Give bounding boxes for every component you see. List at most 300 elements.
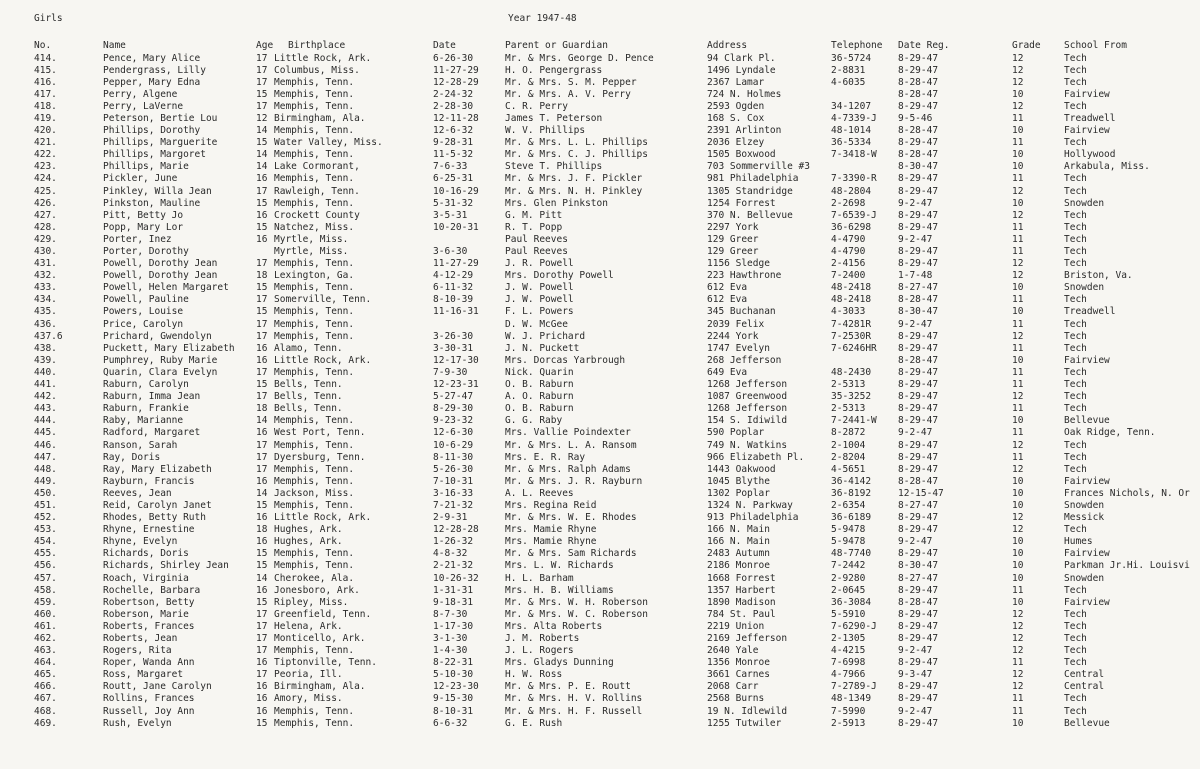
student-telephone: 48-2430 xyxy=(831,366,872,378)
student-date-registered: 8-29-47 xyxy=(898,185,939,197)
student-date-registered: 8-29-47 xyxy=(898,620,939,632)
student-telephone: 48-2418 xyxy=(831,294,872,306)
student-age: 15 xyxy=(256,197,268,209)
student-birthplace: West Port, Tenn. xyxy=(274,427,366,439)
student-birth-date: 3-16-33 xyxy=(433,487,474,499)
student-parent: F. L. Powers xyxy=(505,306,574,318)
student-birth-date: 3-30-31 xyxy=(433,342,474,354)
table-row xyxy=(0,125,1200,137)
student-name: Powell, Dorothy Jean xyxy=(103,270,218,282)
student-name: Richards, Shirley Jean xyxy=(103,560,229,572)
student-name: Porter, Dorothy xyxy=(103,246,189,257)
student-address: 223 Hawthrone xyxy=(707,270,782,282)
student-grade: 12 xyxy=(1012,258,1024,270)
student-grade: 12 xyxy=(1012,669,1024,681)
student-birth-date: 3-1-30 xyxy=(433,633,468,644)
student-date-registered: 8-30-47 xyxy=(898,161,939,173)
student-grade: 10 xyxy=(1012,548,1024,560)
student-birth-date: 9-23-32 xyxy=(433,415,474,427)
student-telephone: 4-5651 xyxy=(831,463,866,475)
student-address: 1443 Oakwood xyxy=(707,463,776,475)
student-grade: 12 xyxy=(1012,620,1024,632)
student-name: Roberson, Marie xyxy=(103,608,189,620)
student-parent: W. V. Phillips xyxy=(505,125,586,137)
student-school-from: Tech xyxy=(1064,439,1087,451)
table-row xyxy=(0,669,1200,681)
student-telephone: 7-6246HR xyxy=(831,342,877,354)
student-age: 18 xyxy=(256,270,268,282)
student-age: 16 xyxy=(256,657,268,669)
student-telephone: 5-9478 xyxy=(831,536,866,548)
student-telephone: 4-4790 xyxy=(831,233,866,245)
student-name: Raburn, Frankie xyxy=(103,403,189,415)
student-number: 466. xyxy=(34,681,57,693)
student-age: 18 xyxy=(256,524,268,536)
student-date-registered: 8-29-47 xyxy=(898,548,939,560)
student-name: Pinkley, Willa Jean xyxy=(103,185,212,197)
student-date-registered: 8-29-47 xyxy=(898,258,939,270)
table-row xyxy=(0,476,1200,488)
student-age: 18 xyxy=(256,403,268,415)
student-number: 450. xyxy=(34,487,57,499)
student-grade: 10 xyxy=(1012,560,1024,572)
student-school-from: Fairview xyxy=(1064,354,1110,366)
student-school-from: Snowden xyxy=(1064,572,1105,584)
student-telephone: 2-6354 xyxy=(831,499,866,511)
student-telephone: 7-2441-W xyxy=(831,415,877,427)
student-school-from: Humes xyxy=(1064,536,1093,548)
student-birth-date: 3-5-31 xyxy=(433,209,468,221)
student-parent: Mr. & Mrs. L. L. Phillips xyxy=(505,137,648,149)
student-school-from: Tech xyxy=(1064,366,1087,378)
student-school-from: Fairview xyxy=(1064,88,1110,100)
student-date-registered: 8-29-47 xyxy=(898,584,939,596)
student-name: Phillips, Margoret xyxy=(103,149,206,161)
student-date-registered: 8-29-47 xyxy=(898,209,939,221)
student-parent: Steve T. Phillips xyxy=(505,161,603,173)
student-grade: 10 xyxy=(1012,354,1024,366)
student-birth-date: 1-31-31 xyxy=(433,584,474,596)
student-birthplace: Memphis, Tenn. xyxy=(274,76,355,88)
student-number: 421. xyxy=(34,137,57,149)
student-number: 448. xyxy=(34,463,57,475)
student-name: Pumphrey, Ruby Marie xyxy=(103,354,218,366)
student-number: 457. xyxy=(34,572,57,584)
student-date-registered: 8-28-47 xyxy=(898,125,939,137)
student-birthplace: Jonesboro, Ark. xyxy=(274,584,360,596)
student-birth-date: 4-12-29 xyxy=(433,270,474,282)
student-address: 1505 Boxwood xyxy=(707,149,776,161)
student-age: 15 xyxy=(256,548,268,560)
student-number: 437.6 xyxy=(34,330,63,342)
student-grade: 11 xyxy=(1012,705,1024,717)
table-row xyxy=(0,488,1200,500)
student-name: Pence, Mary Alice xyxy=(103,52,201,64)
student-name: Roberts, Jean xyxy=(103,633,178,644)
student-name: Powell, Helen Margaret xyxy=(103,282,229,294)
student-date-registered: 8-29-47 xyxy=(898,463,939,475)
student-school-from: Tech xyxy=(1064,584,1087,596)
student-date-registered: 8-29-47 xyxy=(898,524,939,536)
student-grade: 12 xyxy=(1012,681,1024,693)
student-parent: H. L. Barham xyxy=(505,572,574,584)
student-parent: Mrs. Alta Roberts xyxy=(505,620,603,632)
table-row xyxy=(0,573,1200,585)
student-school-from: Tech xyxy=(1064,620,1087,632)
student-school-from: Tech xyxy=(1064,524,1087,536)
student-telephone: 7-2530R xyxy=(831,330,872,342)
student-birthplace: Tiptonville, Tenn. xyxy=(274,657,377,669)
student-school-from: Treadwell xyxy=(1064,112,1116,124)
student-birthplace: Memphis, Tenn. xyxy=(274,88,355,100)
student-birth-date: 9-28-31 xyxy=(433,137,474,149)
student-date-registered: 8-29-47 xyxy=(898,246,939,257)
student-age: 15 xyxy=(256,560,268,572)
student-parent: G. G. Raby xyxy=(505,415,563,427)
student-telephone: 2-2698 xyxy=(831,197,866,209)
student-name: Pepper, Mary Edna xyxy=(103,76,201,88)
student-age: 17 xyxy=(256,391,268,403)
student-school-from: Central xyxy=(1064,669,1105,681)
student-name: Rollins, Frances xyxy=(103,693,195,705)
student-name: Rochelle, Barbara xyxy=(103,584,201,596)
student-name: Rogers, Rita xyxy=(103,645,172,657)
student-age: 17 xyxy=(256,463,268,475)
student-birth-date: 9-18-31 xyxy=(433,596,474,608)
student-grade: 11 xyxy=(1012,233,1024,245)
student-birthplace: Greenfield, Tenn. xyxy=(274,608,372,620)
student-age: 14 xyxy=(256,415,268,427)
table-row xyxy=(0,89,1200,101)
student-birth-date: 7-6-33 xyxy=(433,161,468,173)
table-row xyxy=(0,391,1200,403)
student-age: 15 xyxy=(256,717,268,729)
student-age: 17 xyxy=(256,330,268,342)
student-date-registered: 9-2-47 xyxy=(898,705,933,717)
student-number: 460. xyxy=(34,608,57,620)
student-name: Rayburn, Francis xyxy=(103,475,195,487)
student-name: Ray, Doris xyxy=(103,451,161,463)
student-address: 966 Elizabeth Pl. xyxy=(707,451,805,463)
table-row xyxy=(0,548,1200,560)
student-address: 1305 Standridge xyxy=(707,185,793,197)
student-parent: Mrs. Regina Reid xyxy=(505,499,597,511)
student-date-registered: 8-28-47 xyxy=(898,88,939,100)
student-birth-date: 12-28-28 xyxy=(433,524,479,536)
student-birth-date: 11-16-31 xyxy=(433,306,479,318)
student-address: 2219 Union xyxy=(707,620,765,632)
student-parent: Mrs. Gladys Dunning xyxy=(505,657,614,669)
student-name: Ray, Mary Elizabeth xyxy=(103,463,212,475)
student-address: 19 N. Idlewild xyxy=(707,705,788,717)
student-name: Rush, Evelyn xyxy=(103,717,172,729)
student-date-registered: 8-29-47 xyxy=(898,366,939,378)
student-grade: 11 xyxy=(1012,657,1024,669)
table-row xyxy=(0,101,1200,113)
student-parent: W. J. Prichard xyxy=(505,330,586,342)
student-age: 12 xyxy=(256,112,268,124)
student-date-registered: 8-28-47 xyxy=(898,76,939,88)
student-date-registered: 8-28-47 xyxy=(898,149,939,161)
col-head-address: Address xyxy=(707,40,748,51)
student-school-from: Snowden xyxy=(1064,282,1105,294)
student-birthplace: Little Rock, Ark. xyxy=(274,52,372,64)
student-birthplace: Memphis, Tenn. xyxy=(274,318,355,330)
student-birth-date: 8-29-30 xyxy=(433,403,474,415)
student-date-registered: 8-29-47 xyxy=(898,52,939,64)
student-telephone: 2-5913 xyxy=(831,717,866,729)
student-grade: 11 xyxy=(1012,137,1024,149)
student-school-from: Tech xyxy=(1064,294,1087,306)
student-age: 16 xyxy=(256,354,268,366)
student-parent: Paul Reeves xyxy=(505,246,568,257)
page-header-year: Year 1947-48 xyxy=(508,13,577,24)
student-date-registered: 8-29-47 xyxy=(898,415,939,427)
student-school-from: Snowden xyxy=(1064,197,1105,209)
student-parent: Mrs. Dorothy Powell xyxy=(505,270,614,282)
student-age: 17 xyxy=(256,258,268,270)
student-school-from: Tech xyxy=(1064,330,1087,342)
student-date-registered: 8-29-47 xyxy=(898,657,939,669)
student-telephone: 35-3252 xyxy=(831,391,872,403)
student-date-registered: 12-15-47 xyxy=(898,487,944,499)
table-row xyxy=(0,415,1200,427)
student-address: 268 Jefferson xyxy=(707,354,782,366)
table-row xyxy=(0,379,1200,391)
student-parent: A. L. Reeves xyxy=(505,487,574,499)
student-number: 427. xyxy=(34,209,57,221)
student-date-registered: 8-29-47 xyxy=(898,330,939,342)
col-head-date: Date xyxy=(433,40,456,51)
student-birthplace: Hughes, Ark. xyxy=(274,536,343,548)
student-address: 129 Greer xyxy=(707,233,759,245)
student-address: 1268 Jefferson xyxy=(707,403,788,415)
student-address: 2068 Carr xyxy=(707,681,759,693)
student-name: Phillips, Marguerite xyxy=(103,137,218,149)
student-number: 416. xyxy=(34,76,57,88)
student-birth-date: 11-27-29 xyxy=(433,64,479,76)
student-grade: 10 xyxy=(1012,487,1024,499)
student-birthplace: Crockett County xyxy=(274,209,360,221)
student-telephone: 7-5990 xyxy=(831,705,866,717)
student-birth-date: 5-26-30 xyxy=(433,463,474,475)
student-telephone: 7-2400 xyxy=(831,270,866,282)
student-number: 438. xyxy=(34,342,57,354)
student-address: 2593 Ogden xyxy=(707,100,765,112)
student-birth-date: 6-26-30 xyxy=(433,52,474,64)
student-parent: O. B. Raburn xyxy=(505,403,574,415)
student-telephone: 48-1014 xyxy=(831,125,872,137)
student-birthplace: Memphis, Tenn. xyxy=(274,439,355,451)
table-row xyxy=(0,65,1200,77)
col-head-birthplace: Birthplace xyxy=(288,40,346,51)
student-grade: 11 xyxy=(1012,403,1024,415)
student-address: 1045 Blythe xyxy=(707,475,770,487)
student-number: 419. xyxy=(34,112,57,124)
student-number: 436. xyxy=(34,318,57,330)
student-telephone: 2-5313 xyxy=(831,403,866,415)
table-row xyxy=(0,186,1200,198)
student-birth-date: 11-27-29 xyxy=(433,258,479,270)
student-telephone: 7-3418-W xyxy=(831,149,877,161)
student-birthplace: Rawleigh, Tenn. xyxy=(274,185,360,197)
student-telephone: 48-2418 xyxy=(831,282,872,294)
student-parent: J. W. Powell xyxy=(505,294,574,306)
student-birthplace: Monticello, Ark. xyxy=(274,633,366,644)
student-grade: 12 xyxy=(1012,512,1024,524)
student-school-from: Tech xyxy=(1064,451,1087,463)
table-row xyxy=(0,500,1200,512)
student-date-registered: 8-29-47 xyxy=(898,100,939,112)
student-number: 426. xyxy=(34,197,57,209)
student-name: Ross, Margaret xyxy=(103,669,184,681)
student-birth-date: 9-15-30 xyxy=(433,693,474,705)
student-age: 17 xyxy=(256,294,268,306)
student-school-from: Tech xyxy=(1064,342,1087,354)
student-birth-date: 1-17-30 xyxy=(433,620,474,632)
student-address: 2297 York xyxy=(707,221,759,233)
student-number: 414. xyxy=(34,52,57,64)
student-birthplace: Memphis, Tenn. xyxy=(274,330,355,342)
student-birthplace: Bells, Tenn. xyxy=(274,403,343,415)
table-row xyxy=(0,560,1200,572)
student-date-registered: 9-5-46 xyxy=(898,112,933,124)
student-grade: 10 xyxy=(1012,88,1024,100)
student-age: 15 xyxy=(256,306,268,318)
student-grade: 10 xyxy=(1012,149,1024,161)
col-head-age: Age xyxy=(256,40,274,51)
student-address: 1890 Madison xyxy=(707,596,776,608)
student-date-registered: 9-2-47 xyxy=(898,197,933,209)
student-school-from: Tech xyxy=(1064,705,1087,717)
student-birthplace: Memphis, Tenn. xyxy=(274,366,355,378)
student-address: 2367 Lamar xyxy=(707,76,765,88)
table-row xyxy=(0,258,1200,270)
student-telephone: 36-6298 xyxy=(831,221,872,233)
col-head-grade: Grade xyxy=(1012,40,1041,51)
student-number: 439. xyxy=(34,354,57,366)
student-telephone: 7-3390-R xyxy=(831,173,877,185)
student-grade: 12 xyxy=(1012,524,1024,536)
student-birthplace: Birmingham, Ala. xyxy=(274,112,366,124)
student-number: 458. xyxy=(34,584,57,596)
student-age: 15 xyxy=(256,499,268,511)
student-telephone: 36-5334 xyxy=(831,137,872,149)
student-address: 1087 Greenwood xyxy=(707,391,788,403)
student-age: 17 xyxy=(256,52,268,64)
student-school-from: Bellevue xyxy=(1064,717,1110,729)
table-row xyxy=(0,633,1200,645)
student-age: 16 xyxy=(256,427,268,439)
student-number: 417. xyxy=(34,88,57,100)
student-telephone: 34-1207 xyxy=(831,100,872,112)
table-row xyxy=(0,452,1200,464)
student-birth-date: 12-28-29 xyxy=(433,76,479,88)
student-birth-date: 6-25-31 xyxy=(433,173,474,185)
student-birthplace: Memphis, Tenn. xyxy=(274,475,355,487)
student-birthplace: Ripley, Miss. xyxy=(274,596,349,608)
student-grade: 12 xyxy=(1012,391,1024,403)
student-address: 3661 Carnes xyxy=(707,669,770,681)
student-address: 2640 Yale xyxy=(707,645,759,657)
student-date-registered: 8-28-47 xyxy=(898,354,939,366)
student-address: 370 N. Bellevue xyxy=(707,209,793,221)
student-grade: 10 xyxy=(1012,475,1024,487)
student-birthplace: Myrtle, Miss. xyxy=(274,246,349,257)
student-date-registered: 8-29-47 xyxy=(898,693,939,705)
student-birthplace: Somerville, Tenn. xyxy=(274,294,372,306)
student-number: 434. xyxy=(34,294,57,306)
student-date-registered: 8-27-47 xyxy=(898,282,939,294)
student-date-registered: 8-28-47 xyxy=(898,294,939,306)
student-birth-date: 2-28-30 xyxy=(433,100,474,112)
student-birthplace: Jackson, Miss. xyxy=(274,487,355,499)
table-row xyxy=(0,113,1200,125)
student-grade: 10 xyxy=(1012,415,1024,427)
student-number: 461. xyxy=(34,620,57,632)
student-grade: 12 xyxy=(1012,463,1024,475)
student-telephone: 5-5910 xyxy=(831,608,866,620)
student-school-from: Treadwell xyxy=(1064,306,1116,318)
student-number: 467. xyxy=(34,693,57,705)
table-row xyxy=(0,367,1200,379)
student-school-from: Tech xyxy=(1064,463,1087,475)
student-birthplace: Little Rock, Ark. xyxy=(274,354,372,366)
student-school-from: Tech xyxy=(1064,403,1087,415)
student-parent: Mrs. Mamie Rhyne xyxy=(505,536,597,548)
student-school-from: Tech xyxy=(1064,137,1087,149)
student-grade: 10 xyxy=(1012,306,1024,318)
student-age: 14 xyxy=(256,125,268,137)
student-grade: 11 xyxy=(1012,342,1024,354)
student-grade: 12 xyxy=(1012,330,1024,342)
student-school-from: Tech xyxy=(1064,173,1087,185)
student-address: 612 Eva xyxy=(707,294,748,306)
student-age: 17 xyxy=(256,185,268,197)
student-name: Routt, Jane Carolyn xyxy=(103,681,212,693)
student-age: 16 xyxy=(256,681,268,693)
student-parent: Mrs. Glen Pinkston xyxy=(505,197,608,209)
student-birth-date: 8-7-30 xyxy=(433,608,468,620)
student-number: 464. xyxy=(34,657,57,669)
student-name: Pitt, Betty Jo xyxy=(103,209,184,221)
student-birth-date: 12-23-31 xyxy=(433,379,479,391)
student-name: Richards, Doris xyxy=(103,548,189,560)
student-age: 16 xyxy=(256,693,268,705)
student-name: Phillips, Marie xyxy=(103,161,189,173)
student-number: 423. xyxy=(34,161,57,173)
student-name: Powell, Dorothy Jean xyxy=(103,258,218,270)
student-grade: 11 xyxy=(1012,366,1024,378)
page-header-girls: Girls xyxy=(34,13,63,24)
student-parent: Mr. & Mrs. P. E. Routt xyxy=(505,681,631,693)
student-parent: Mr. & Mrs. J. R. Rayburn xyxy=(505,475,643,487)
student-birth-date: 12-23-30 xyxy=(433,681,479,693)
student-address: 1302 Poplar xyxy=(707,487,770,499)
student-address: 2186 Monroe xyxy=(707,560,770,572)
student-name: Rhyne, Ernestine xyxy=(103,524,195,536)
student-school-from: Tech xyxy=(1064,657,1087,669)
student-date-registered: 9-2-47 xyxy=(898,427,933,439)
student-grade: 11 xyxy=(1012,427,1024,439)
student-grade: 11 xyxy=(1012,221,1024,233)
table-row xyxy=(0,306,1200,318)
student-school-from: Fairview xyxy=(1064,548,1110,560)
student-parent: G. M. Pitt xyxy=(505,209,563,221)
student-age: 17 xyxy=(256,366,268,378)
student-telephone: 4-3033 xyxy=(831,306,866,318)
table-row xyxy=(0,621,1200,633)
